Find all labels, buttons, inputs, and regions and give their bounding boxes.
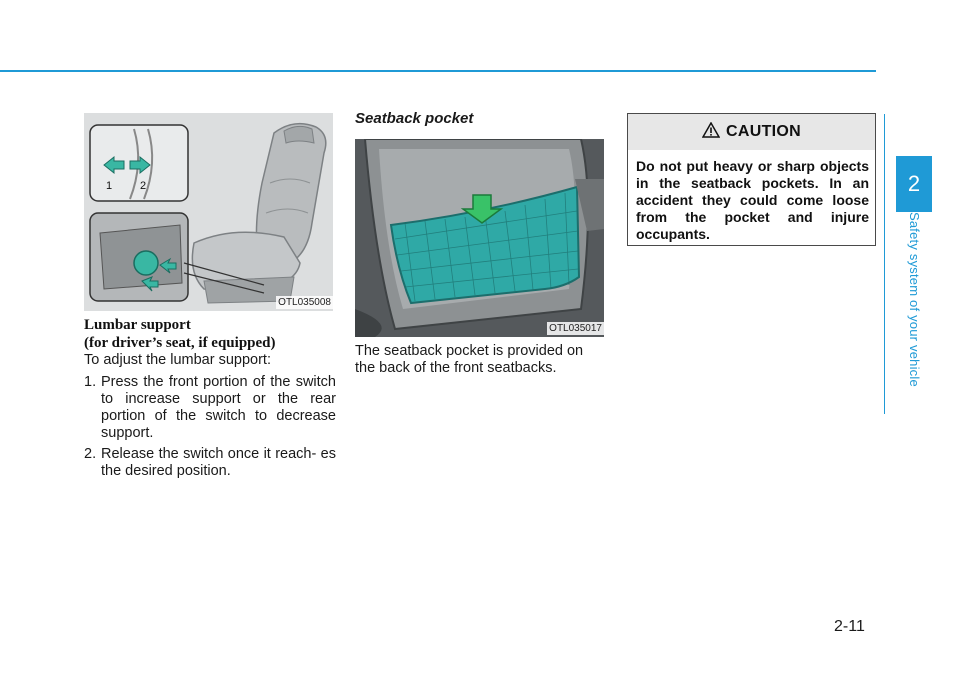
caution-text: Do not put heavy or sharp objects in the seatback pockets. In an accident they could come loose from the pocket and injure occupants. [636,158,869,242]
warning-triangle-icon [702,122,720,143]
lumbar-intro: To adjust the lumbar support: [84,352,271,368]
step-text: Release the switch once it reach- es the desired position. [101,446,336,479]
seatback-pocket-text: The seatback pocket is provided on the back of the front seatbacks. [355,343,584,376]
step-text: Press the front portion of the switch to increase support or the rear portion of the switch to decrease support. [101,374,336,441]
step-number: 2. [84,446,97,462]
page-number: 2-11 [834,618,865,635]
lumbar-steps [84,374,336,484]
caution-box [627,113,876,246]
lumbar-support-figure [84,113,333,311]
caution-title: CAUTION [726,123,801,140]
seat-illustration [84,113,333,311]
seatback-pocket-heading: Seatback pocket [355,110,474,127]
list-item [84,446,336,480]
heading-line-2: (for driver’s seat, if equipped) [84,335,276,351]
label-2: 2 [140,180,147,192]
label-1: 1 [106,180,113,192]
list-item [84,374,336,442]
lumbar-support-heading [84,316,344,352]
header-rule [0,70,876,72]
chapter-title: Safety system of your vehicle [907,212,922,387]
figure-code: OTL035017 [549,323,602,334]
pocket-illustration [355,139,604,337]
seatback-pocket-figure [355,139,604,337]
heading-line-1: Lumbar support [84,317,191,333]
figure-code: OTL035008 [278,297,331,308]
chapter-number-tab: 2 [896,156,932,212]
chapter-side-line [884,114,885,414]
caution-header [628,114,875,150]
step-number: 1. [84,374,97,390]
